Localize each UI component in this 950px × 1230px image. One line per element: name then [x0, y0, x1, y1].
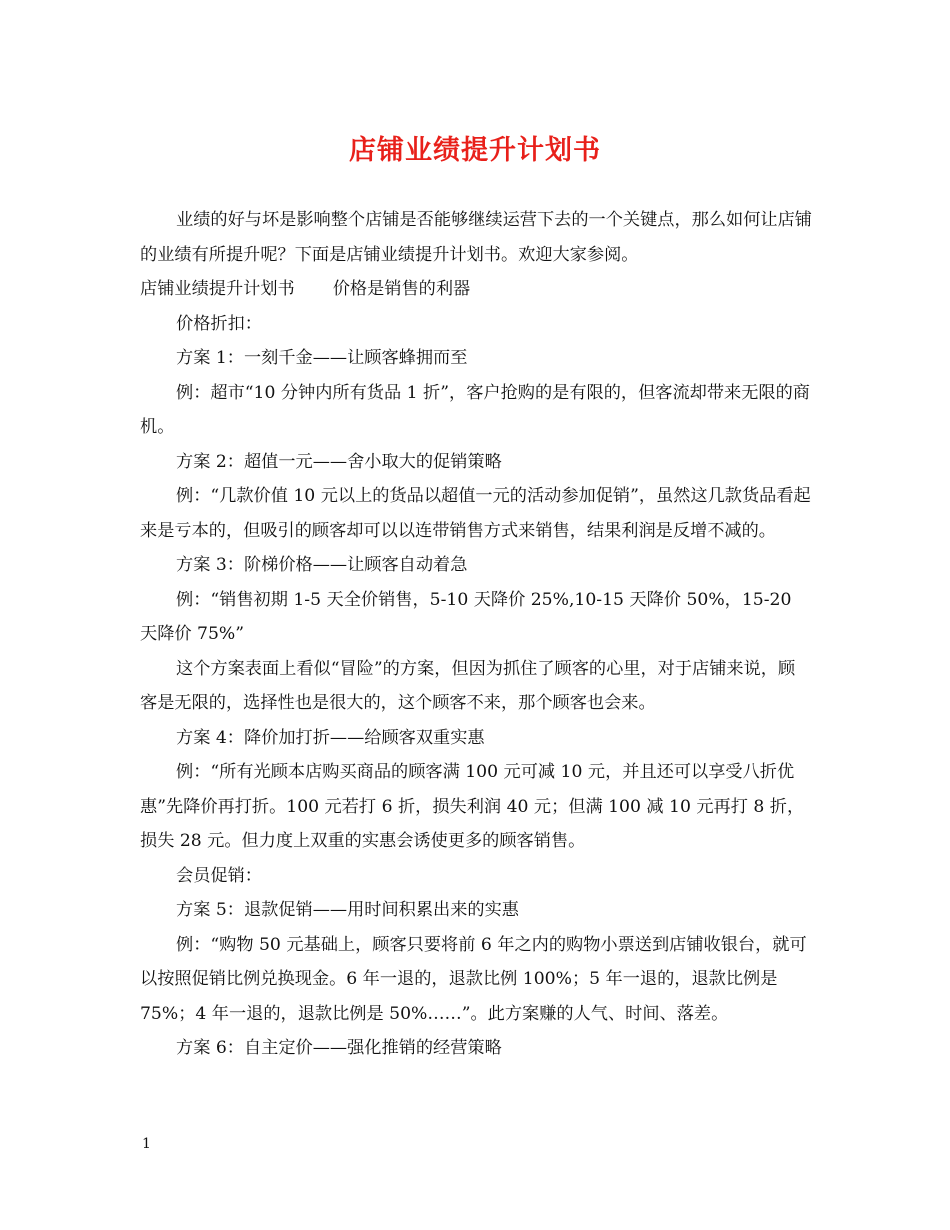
section-label: 店铺业绩提升计划书 — [140, 279, 295, 299]
section-line — [140, 272, 812, 307]
plan2-title: 方案 2：超值一元——舍小取大的促销策略 — [176, 451, 502, 472]
member-promo-heading: 会员促销： — [176, 865, 262, 886]
plan1-title: 方案 1：一刻千金——让顾客蜂拥而至 — [176, 348, 468, 368]
plan3-example: 例：“销售初期 1-5 天全价销售，5-10 天降价 25%,10-15 天降价 50%，15-20 天降价 75%” — [140, 589, 792, 644]
plan5-example: 例：“购物 50 元基础上，顾客只要将前 6 年之内的购物小票送到店铺收银台，就可以按照促销比例兑换现金。6 年一退的，退款比例 100%；5 年一退的，退款比例是 75%；4 年一退的，退款比例是 50%……”。此方案赚的人气、时间、落差。 — [140, 934, 807, 1024]
intro-paragraph: 业绩的好与坏是影响整个店铺是否能够继续运营下去的一个关键点，那么如何让店铺的业绩有所提升呢？下面是店铺业绩提升计划书。欢迎大家参阅。 — [140, 210, 812, 265]
plan1-example: 例：超市“10 分钟内所有货品 1 折”，客户抢购的是有限的，但客流却带来无限的商机。 — [140, 382, 810, 437]
plan6-title: 方案 6：自主定价——强化推销的经营策略 — [176, 1038, 502, 1058]
document-title: 店铺业绩提升计划书 — [349, 135, 601, 166]
plan3-note: 这个方案表面上看似“冒险”的方案，但因为抓住了顾客的心里，对于店铺来说，顾客是无限的，选择性也是很大的，这个顾客不来，那个顾客也会来。 — [140, 658, 796, 713]
plan2-example: 例：“几款价值 10 元以上的货品以超值一元的活动参加促销”，虽然这几款货品看起来是亏本的，但吸引的顾客却可以以连带销售方式来销售，结果利润是反增不减的。 — [140, 486, 811, 541]
document-body — [140, 203, 812, 1066]
plan4-example: 例：“所有光顾本店购买商品的顾客满 100 元可减 10 元，并且还可以享受八折优惠”先降价再打折。100 元若打 6 折，损失利润 40 元；但满 100 减 10 元再打 8 折，损失 28 元。但力度上双重的实惠会诱使更多的顾客销售。 — [140, 762, 805, 851]
section-heading: 价格是销售的利器 — [332, 279, 471, 299]
plan4-title: 方案 4：降价加打折——给顾客双重实惠 — [176, 727, 485, 748]
price-discount-heading: 价格折扣： — [176, 313, 262, 334]
page-number: 1 — [142, 1136, 151, 1152]
plan3-title: 方案 3：阶梯价格——让顾客自动着急 — [176, 555, 468, 575]
plan5-title: 方案 5：退款促销——用时间积累出来的实惠 — [176, 900, 519, 920]
